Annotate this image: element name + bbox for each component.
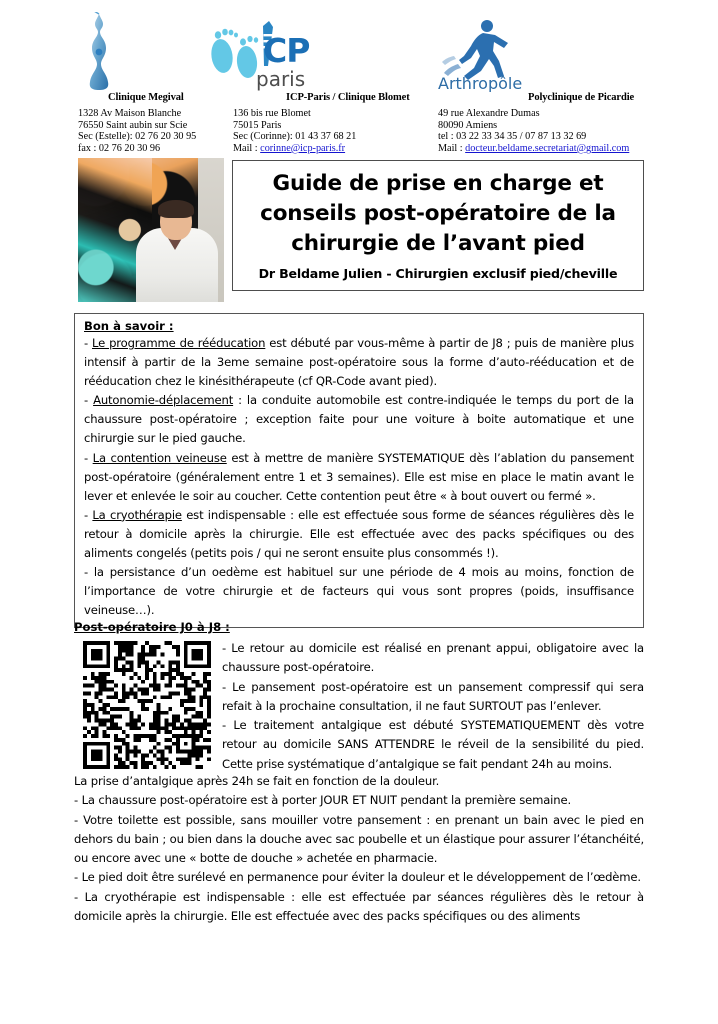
post-operatoire-wide-column (74, 772, 644, 926)
svg-text:paris: paris (256, 67, 306, 91)
contact-line: Sec (Corinne): 01 43 37 68 21 (233, 131, 357, 143)
clinic-contact-megival (78, 108, 196, 154)
postop-paragraph: - Le pied doit être surélevé en permanence pour éviter la douleur et le développement de l’œdème. (74, 870, 641, 885)
postop-paragraph: - Le pansement post-opératoire est un pansement compressif qui sera refait à la prochaine consultation, il ne faut SURTOUT pas l’enlever. (222, 679, 644, 713)
doctor-portrait-photo (78, 158, 224, 302)
contact-line: 136 bis rue Blomet (233, 108, 311, 119)
page-title (260, 169, 616, 259)
postop-paragraph: - La chaussure post-opératoire est à porter JOUR ET NUIT pendant la première semaine. (74, 793, 571, 808)
clinic-contact-icp (233, 108, 356, 154)
postop-paragraph: - La cryothérapie est indispensable : elle est effectuée par séances régulières dès le retour à domicile après la chirurgie. Elle est effectuée avec des packs spécifiques ou des aliments (74, 889, 644, 924)
qr-code[interactable] (83, 641, 211, 769)
contact-line: 75015 Paris (233, 119, 282, 131)
title-line-3: chirurgie de l’avant pied (291, 230, 585, 256)
bullet-item: - La cryothérapie est indispensable : elle est effectuée sous forme de séances régulières dès le retour à domicile après la chirurgie. Elle est effectuée avec des packs spécifiques ou des aliments congelés (petits pois / qui ne seront ensuite plus consommés !). (84, 507, 634, 561)
hair (158, 200, 194, 218)
human-figure-logo (82, 12, 116, 92)
bullet-lead: La cryothérapie (92, 507, 182, 522)
clinic-name-picardie: Polyclinique de Picardie (528, 92, 635, 103)
qr-code-image (83, 641, 211, 769)
bullet-text: : la conduite automobile est contre-indiquée le temps du port de la chaussure post-opératoire ; exception faite pour une voiture à boite automatique et une chirurgie sur le pied gauche. (84, 393, 635, 446)
bullet-text: la persistance d’un oedème est habituel sur une période de 4 mois au moins, fonction de l’importance de votre chirurgie et de facteurs qui vous sont propres (poids, insuffisance veineuse…). (84, 565, 634, 618)
bullet-item: - Le programme de rééducation est débuté par vous-même à partir de J8 ; puis de manière plus intensif à partir de la 3eme semaine post-opératoire sous la forme d’auto-rééducation et de rééducation chez le kinésithérapeute (cf QR-Code avant pied). (84, 336, 634, 389)
section-heading-post-operatoire: Post-opératoire J0 à J8 : (74, 620, 230, 634)
contact-mail-line (438, 143, 629, 155)
svg-text:Arthropôle: Arthropôle (438, 74, 523, 92)
svg-text:CP: CP (263, 31, 310, 70)
title-line-2: conseils post-opératoire de la (260, 200, 616, 226)
icp-paris-footprints-logo (206, 18, 318, 92)
contact-line: Sec (Estelle): 02 76 20 30 95 (78, 131, 197, 143)
page-subtitle: Dr Beldame Julien - Chirurgien exclusif pied/cheville (258, 265, 618, 281)
doctor-figure (130, 190, 224, 302)
clinic-contact-picardie (438, 108, 629, 154)
email-link-beldame[interactable]: docteur.beldame.secretariat@gmail.com (465, 142, 630, 154)
clinic-name-icp: ICP-Paris / Clinique Blomet (286, 92, 410, 103)
postop-paragraph: - Votre toilette est possible, sans mouiller votre pansement : en prenant un bain avec le pied en dehors du bain ; ou bien dans la douche avec sac poubelle et un élastique pour assurer l’étanchéité, ou encore avec une « botte de douche » achetée en pharmacie. (74, 812, 644, 866)
contact-line: fax : 02 76 20 30 96 (78, 142, 161, 154)
post-operatoire-right-column (222, 639, 644, 774)
logo-row (78, 10, 644, 92)
postop-paragraph: La prise d’antalgique après 24h se fait en fonction de la douleur. (74, 774, 440, 788)
postop-paragraph: - Le retour au domicile est réalisé en prenant appui, obligatoire avec la chaussure post-opératoire. (222, 641, 644, 675)
bullet-item: - Autonomie-déplacement : la conduite automobile est contre-indiquée le temps du port de la chaussure post-opératoire ; exception faite pour une voiture à boite automatique et une chirurgie sur le pied gauche. (84, 393, 635, 446)
mail-label: Mail : (438, 142, 466, 154)
document-title-box (232, 160, 644, 291)
clinic-header (78, 10, 644, 152)
section-heading-bon-a-savoir: Bon à savoir : (84, 319, 174, 333)
bullet-lead: Le programme de rééducation (92, 336, 266, 350)
bullet-item: - La contention veineuse est à mettre de manière SYSTEMATIQUE dès l’ablation du pansement post-opératoire (généralement entre 1 et 3 semaines). Elle est mise en place le matin avant le lever et enlevée le soir au coucher. Cette contention peut être « à bout ouvert ou fermé ». (84, 450, 634, 503)
contact-mail-line (233, 143, 356, 155)
email-link-corinne[interactable]: corinne@icp-paris.fr (260, 142, 346, 154)
bullet-text: est débuté par vous-même à partir de J8 ; puis de manière plus intensif à partir de la 3eme semaine post-opératoire sous la forme d’auto-rééducation et de rééducation chez le kinésithérapeute (cf QR-Code avant pied). (84, 336, 634, 389)
clinic-names-row (78, 92, 644, 106)
bullet-text: est à mettre de manière SYSTEMATIQUE dès l’ablation du pansement post-opératoire (généralement entre 1 et 3 semaines). Elle est mise en place le matin avant le lever et enlevée le soir au coucher. Cette contention peut être « à bout ouvert ou fermé ». (84, 450, 634, 503)
contact-line: 1328 Av Maison Blanche (78, 108, 182, 119)
contact-line: 76550 Saint aubin sur Scie (78, 119, 188, 131)
contact-line: tel : 03 22 33 34 35 / 07 87 13 32 69 (438, 131, 587, 143)
mail-label: Mail : (233, 142, 261, 154)
bon-a-savoir-section (74, 313, 644, 628)
contact-line: 80090 Amiens (438, 119, 498, 131)
bullet-text: est indispensable : elle est effectuée sous forme de séances régulières dès le retour à domicile après la chirurgie. Elle est effectuée avec des packs spécifiques ou des aliments congelés (petits pois / qui ne seront ensuite plus consommés !). (84, 507, 634, 561)
contact-line: 49 rue Alexandre Dumas (438, 108, 540, 119)
postop-paragraph: - Le traitement antalgique est débuté SYSTEMATIQUEMENT dès votre retour au domicile SANS ATTENDRE le réveil de la sensibilité du pied. Cette prise systématique d’antalgique se fait pendant 24h au moins. (222, 718, 644, 771)
bullet-item: - la persistance d’un oedème est habituel sur une période de 4 mois au moins, fonction de l’importance de votre chirurgie et de facteurs qui vous sont propres (poids, insuffisance veineuse…). (84, 565, 634, 618)
title-line-1: Guide de prise en charge et (272, 170, 604, 196)
bullet-lead: La contention veineuse (92, 450, 227, 465)
clinic-name-megival: Clinique Megival (108, 92, 184, 103)
arthropole-runner-logo (438, 16, 530, 92)
bullet-lead: Autonomie-déplacement (93, 393, 234, 408)
